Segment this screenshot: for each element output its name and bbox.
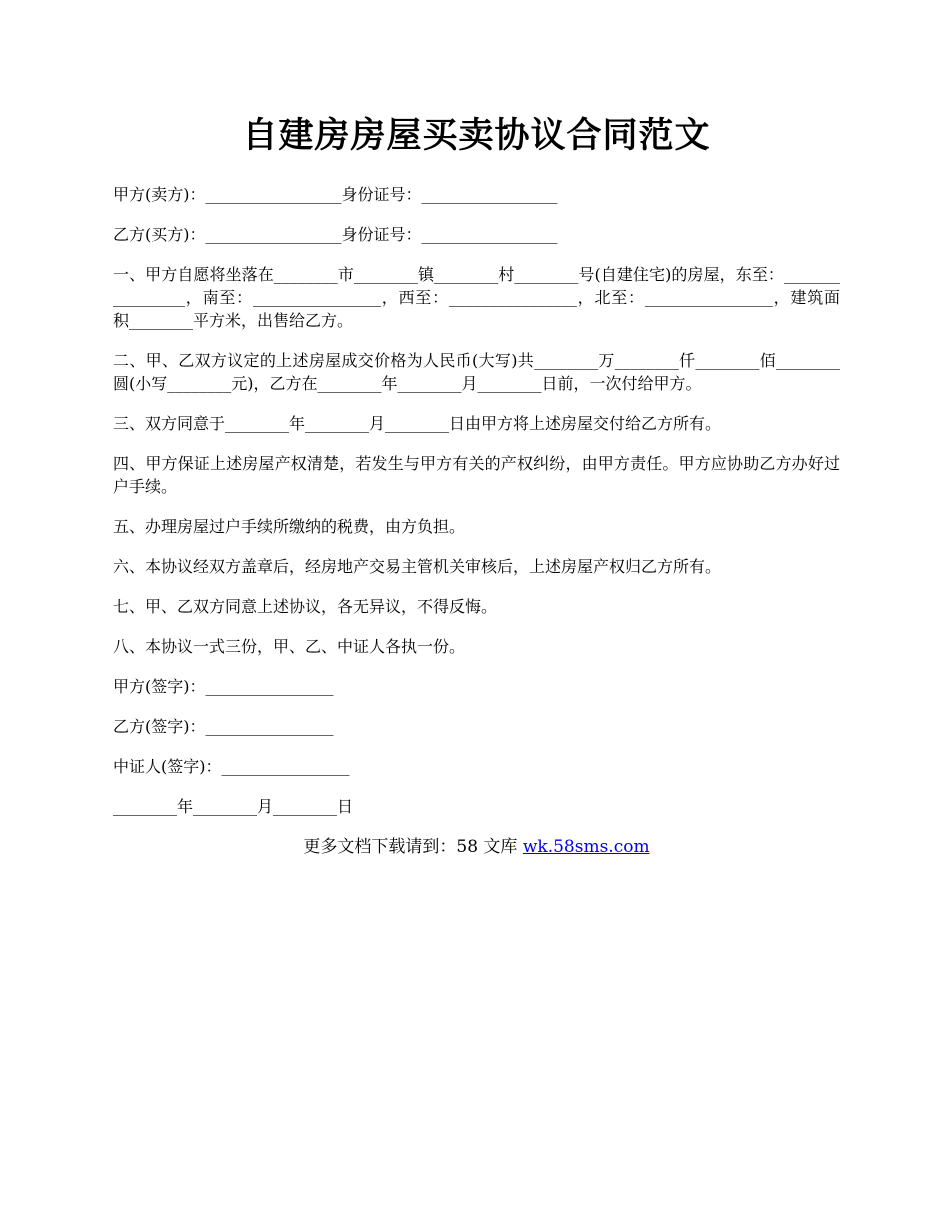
clause-4: 四、甲方保证上述房屋产权清楚，若发生与甲方有关的产权纠纷，由甲方责任。甲方应协助乙方办好过户手续。 — [113, 454, 840, 496]
document-title: 自建房房屋买卖协议合同范文 — [242, 115, 711, 156]
clause-8: 八、本协议一式三份，甲、乙、中证人各执一份。 — [113, 637, 466, 656]
clause-3: 三、双方同意于________年________月________日由甲方将上述房屋交付给乙方所有。 — [113, 414, 722, 433]
clause-5: 五、办理房屋过户手续所缴纳的税费，由方负担。 — [113, 517, 466, 536]
party-b-line: 乙方(买方)：_________________身份证号：_________________ — [113, 225, 558, 244]
clause-1: 一、甲方自愿将坐落在________市________镇________村________号(自建住宅)的房屋，东至：________________，南至：________________，西至：________________，北至：________________，建筑面积________平方米，出售给乙方。 — [113, 265, 840, 330]
footer-prefix: 更多文档下载请到：58 文库 — [303, 837, 523, 857]
party-a-signature-line: 甲方(签字)：________________ — [113, 677, 334, 696]
party-a-line: 甲方(卖方)：_________________身份证号：_________________ — [113, 185, 558, 204]
party-b-signature-line: 乙方(签字)：________________ — [113, 717, 334, 736]
clause-2: 二、甲、乙双方议定的上述房屋成交价格为人民币(大写)共________万________仟________佰________圆(小写________元)，乙方在________年________月________日前，一次付给甲方。 — [113, 351, 840, 393]
footer-link[interactable]: wk.58sms.com — [522, 837, 650, 857]
clause-7: 七、甲、乙双方同意上述协议，各无异议，不得反悔。 — [113, 597, 498, 616]
clause-6: 六、本协议经双方盖章后，经房地产交易主管机关审核后，上述房屋产权归乙方所有。 — [113, 557, 722, 576]
witness-signature-line: 中证人(签字)：________________ — [113, 757, 350, 776]
date-line: ________年________月________日 — [113, 797, 354, 816]
download-footer — [113, 835, 840, 859]
